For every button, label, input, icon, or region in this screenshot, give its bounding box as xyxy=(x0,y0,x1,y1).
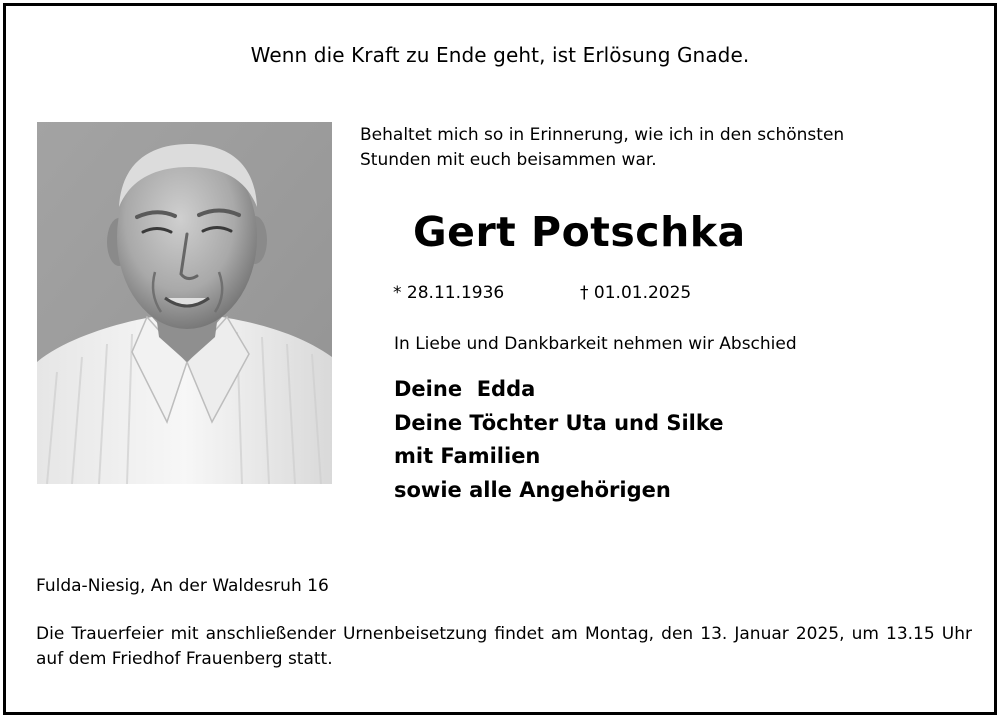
motto-heading: Wenn die Kraft zu Ende geht, ist Erlösung Gnade. xyxy=(250,43,750,67)
portrait-photo-icon xyxy=(37,122,332,484)
mourner-line: sowie alle Angehörigen xyxy=(394,477,671,502)
quote-line-2: Stunden mit euch beisammen war. xyxy=(360,150,657,170)
portrait-photo xyxy=(37,122,332,484)
birth-date: * 28.11.1936 xyxy=(393,283,505,303)
deceased-name: Gert Potschka xyxy=(413,208,746,256)
farewell-line: In Liebe und Dankbarkeit nehmen wir Abschied xyxy=(394,334,797,354)
mourner-line: Deine Töchter Uta und Silke xyxy=(394,410,724,435)
mourner-line: mit Familien xyxy=(394,444,541,468)
mourner-line: Deine Edda xyxy=(394,377,536,401)
mourners-list xyxy=(394,373,724,507)
quote-line-1: Behaltet mich so in Erinnerung, wie ich in den schönsten xyxy=(360,125,845,145)
funeral-ceremony-info: Die Trauerfeier mit anschließender Urnenbeisetzung findet am Montag, den 13. Januar 2025, um 13.15 Uhr auf dem Friedhof Frauenberg statt. xyxy=(36,624,972,669)
family-address: Fulda-Niesig, An der Waldesruh 16 xyxy=(36,576,329,596)
memorial-quote xyxy=(360,123,960,173)
death-date: † 01.01.2025 xyxy=(580,283,692,303)
